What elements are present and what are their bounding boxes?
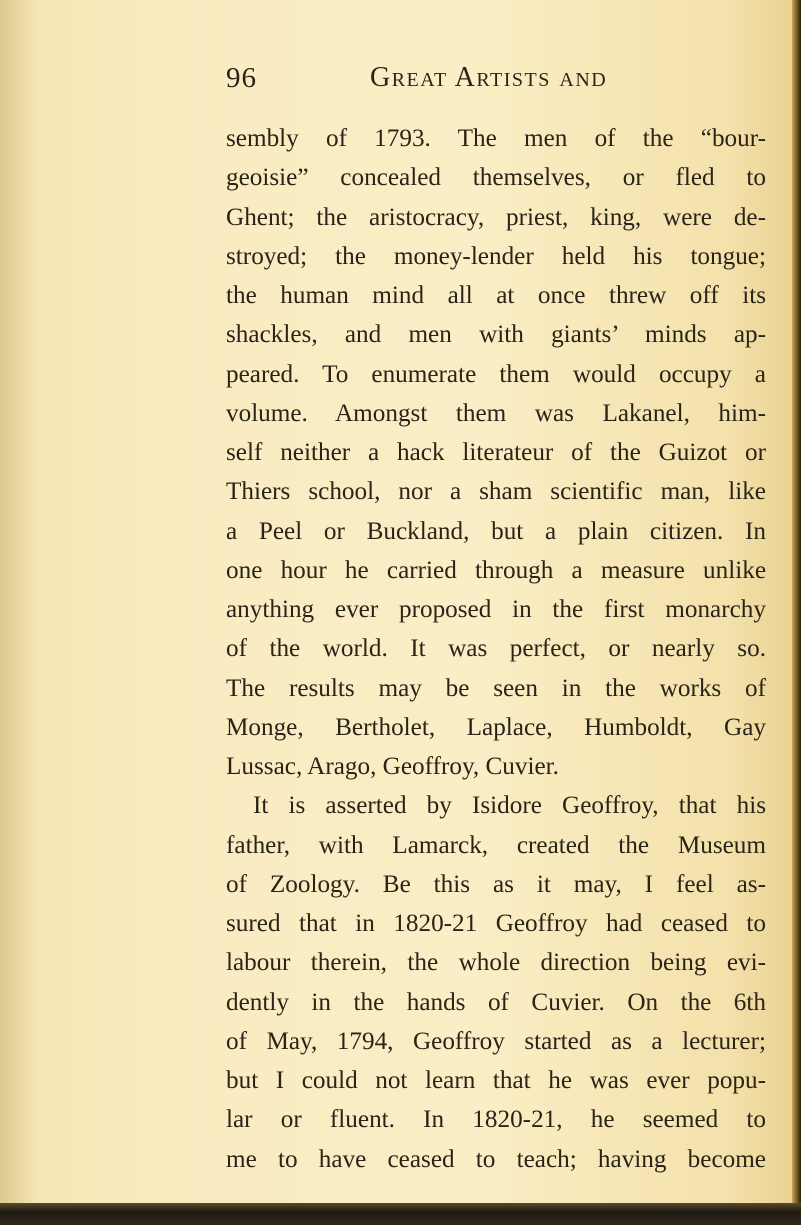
text-line: The results may be seen in the works of xyxy=(226,674,766,702)
text-line: anything ever proposed in the first monarchy xyxy=(226,596,766,623)
text-line: peared. To enumerate them would occupy a xyxy=(226,360,766,388)
text-line: sured that in 1820-21 Geoffroy had ceased to xyxy=(226,910,766,937)
text-line: me to have ceased to teach; having become xyxy=(226,1145,766,1173)
text-line: Monge, Bertholet, Laplace, Humboldt, Gay xyxy=(226,713,766,741)
text-line: Lussac, Arago, Geoffroy, Cuvier. xyxy=(226,753,559,780)
text-line: lar or fluent. In 1820-21, he seemed to xyxy=(226,1106,766,1134)
text-line: dently in the hands of Cuvier. On the 6th xyxy=(226,988,766,1016)
running-title: Great Artists and xyxy=(370,62,608,93)
text-line: volume. Amongst them was Lakanel, him- xyxy=(226,399,766,427)
text-line: one hour he carried through a measure unlike xyxy=(226,556,766,584)
text-line: labour therein, the whole direction being evi- xyxy=(226,949,766,977)
text-line: shackles, and men with giants’ minds ap- xyxy=(226,321,766,349)
body-text xyxy=(226,119,766,1179)
text-line: geoisie” concealed themselves, or fled to xyxy=(226,164,766,192)
text-line: a Peel or Buckland, but a plain citizen. In xyxy=(226,517,766,545)
text-line: but I could not learn that he was ever popu- xyxy=(226,1067,766,1094)
page-edge-right xyxy=(792,0,801,1225)
text-line: of the world. It was perfect, or nearly so. xyxy=(226,635,766,663)
text-line: sembly of 1793. The men of the “bour- xyxy=(226,125,766,152)
text-line: of Zoology. Be this as it may, I feel as- xyxy=(226,870,766,898)
text-line: father, with Lamarck, created the Museum xyxy=(226,831,766,859)
page-number: 96 xyxy=(226,62,257,94)
text-line: It is asserted by Isidore Geoffroy, that his xyxy=(253,792,766,820)
page-header xyxy=(0,62,792,102)
text-line: self neither a hack literateur of the Guizot or xyxy=(226,439,766,466)
text-line: Ghent; the aristocracy, priest, king, were de- xyxy=(226,203,766,231)
text-line: the human mind all at once threw off its xyxy=(226,282,766,309)
text-line: Thiers school, nor a sham scientific man, like xyxy=(226,478,766,506)
text-line: of May, 1794, Geoffroy started as a lecturer; xyxy=(226,1027,766,1055)
page-edge-bottom xyxy=(0,1203,801,1225)
text-line: stroyed; the money-lender held his tongue; xyxy=(226,242,766,270)
